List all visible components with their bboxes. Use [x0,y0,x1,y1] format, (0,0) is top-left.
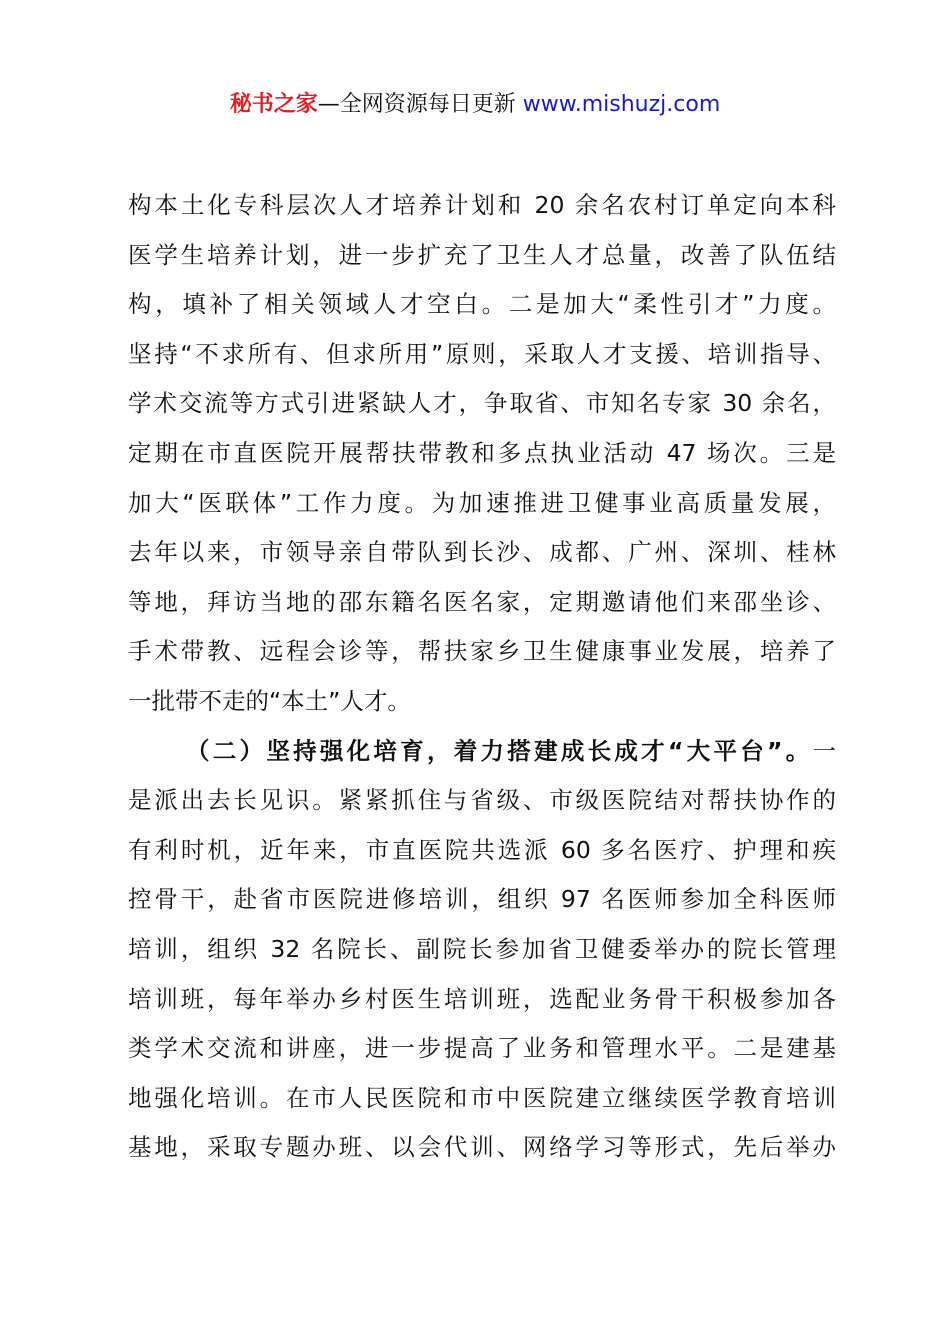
site-link[interactable]: www.mishuzj.com [522,92,721,117]
body-line: 地强化培训。在市人民医院和市中医院建立继续医学教育培训 [128,1083,836,1112]
header-dash: — [317,92,340,117]
header-tagline: 全网资源每日更新 [339,92,523,117]
document-body [128,185,836,1177]
body-line: 构本土化专科层次人才培养计划和 20 余名农村订单定向本科 [128,191,836,219]
body-line: 基地，采取专题办班、以会代训、网络学习等形式，先后举办 [128,1133,836,1162]
brand-name: 秘书之家 [229,92,318,117]
body-line: 培训，组织 32 名院长、副院长参加省卫健委举办的院长管理 [128,934,836,963]
body-line: 医学生培养计划，进一步扩充了卫生人才总量，改善了队伍结 [128,240,836,269]
section-heading-tail: 一 [812,736,836,765]
body-line: 是派出去长见识。紧紧抓住与省级、市级医院结对帮扶协作的 [128,786,836,815]
page-header [0,88,950,122]
body-line: 坚持“不求所有、但求所用”原则，采取人才支援、培训指导、 [128,339,836,368]
body-line: 学术交流等方式引进紧缺人才，争取省、市知名专家 30 余名， [128,389,836,418]
section-heading-line [128,731,836,781]
section-heading: （二）坚持强化培育，着力搭建成长成才“大平台”。 [186,736,813,765]
body-line: 培训班，每年举办乡村医生培训班，选配业务骨干积极参加各 [128,984,836,1013]
body-line: 去年以来，市领导亲自带队到长沙、成都、广州、深圳、桂林 [128,538,836,567]
body-line: 定期在市直医院开展帮扶带教和多点执业活动 47 场次。三是 [128,438,836,467]
body-line: 控骨干，赴省市医院进修培训，组织 97 名医师参加全科医师 [128,885,836,914]
body-line: 手术带教、远程会诊等，帮扶家乡卫生健康事业发展，培养了 [128,637,836,666]
body-line: 一批带不走的“本土”人才。 [128,686,411,715]
body-line: 类学术交流和讲座，进一步提高了业务和管理水平。二是建基 [128,1034,836,1063]
body-line: 等地，拜访当地的邵东籍名医名家，定期邀请他们来邵坐诊、 [128,587,836,616]
body-line: 有利时机，近年来，市直医院共选派 60 多名医疗、护理和疾 [128,835,836,864]
body-line: 加大“医联体”工作力度。为加速推进卫健事业高质量发展， [128,488,836,517]
body-line: 构，填补了相关领域人才空白。二是加大“柔性引才”力度。 [128,290,836,319]
